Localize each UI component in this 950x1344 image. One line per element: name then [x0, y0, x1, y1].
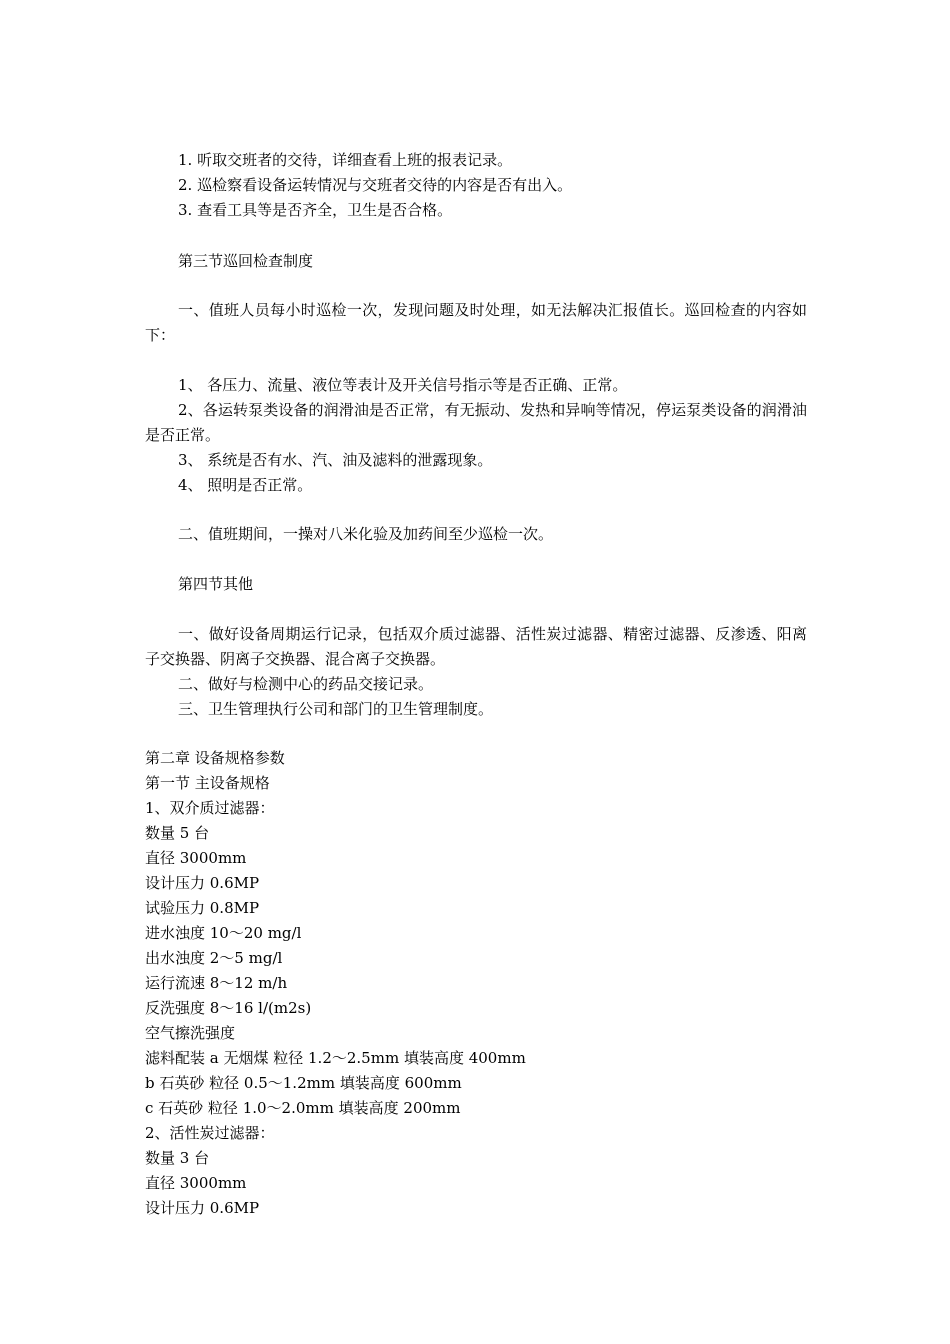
- section3-item-3: 3、 系统是否有水、汽、油及滤料的泄露现象。: [178, 451, 493, 469]
- spec-line: 直径 3000mm: [145, 849, 247, 867]
- section4-item-3: 三、卫生管理执行公司和部门的卫生管理制度。: [178, 700, 494, 718]
- spec-line: 试验压力 0.8MP: [145, 899, 260, 917]
- spec-line: 设计压力 0.6MP: [145, 874, 260, 892]
- spec-line: b 石英砂 粒径 0.5～1.2mm 填装高度 600mm: [145, 1074, 462, 1092]
- handover-step-2: 2. 巡检察看设备运转情况与交班者交待的内容是否有出入。: [178, 176, 573, 194]
- spec-line: 运行流速 8～12 m/h: [145, 974, 288, 992]
- handover-step-3: 3. 查看工具等是否齐全，卫生是否合格。: [178, 201, 453, 219]
- spec-line: 2、活性炭过滤器：: [145, 1124, 275, 1142]
- section3-intro: 一、值班人员每小时巡检一次，发现问题及时处理，如无法解决汇报值长。巡回检查的内容如下：: [145, 301, 807, 344]
- section3-item-2: 2、各运转泵类设备的润滑油是否正常，有无振动、发热和异响等情况，停运泵类设备的润滑油是否正常。: [145, 401, 807, 444]
- spec-line: 数量 5 台: [145, 824, 210, 842]
- handover-step-1: 1. 听取交班者的交待，详细查看上班的报表记录。: [178, 151, 513, 169]
- section4-item-1: 一、做好设备周期运行记录，包括双介质过滤器、活性炭过滤器、精密过滤器、反渗透、阳离子交换器、阴离子交换器、混合离子交换器。: [145, 625, 807, 668]
- section3-item-1: 1、 各压力、流量、液位等表计及开关信号指示等是否正确、正常。: [178, 376, 628, 394]
- section4-title: 第四节其他: [178, 575, 254, 593]
- spec-line: 数量 3 台: [145, 1149, 210, 1167]
- section3-item-4: 4、 照明是否正常。: [178, 476, 313, 494]
- spec-line: 空气擦洗强度: [145, 1024, 236, 1042]
- spec-line: 设计压力 0.6MP: [145, 1199, 260, 1217]
- spec-line: 反洗强度 8～16 l/(m2s): [145, 999, 312, 1017]
- spec-line: 1、双介质过滤器：: [145, 799, 275, 817]
- section3-title: 第三节巡回检查制度: [178, 252, 314, 270]
- chapter2-section1-title: 第一节 主设备规格: [145, 774, 270, 792]
- spec-line: 滤料配装 a 无烟煤 粒径 1.2～2.5mm 填装高度 400mm: [145, 1049, 526, 1067]
- spec-line: c 石英砂 粒径 1.0～2.0mm 填装高度 200mm: [145, 1099, 461, 1117]
- spec-line: 出水浊度 2～5 mg/l: [145, 949, 283, 967]
- spec-line: 直径 3000mm: [145, 1174, 247, 1192]
- spec-line: 进水浊度 10～20 mg/l: [145, 924, 302, 942]
- chapter2-title: 第二章 设备规格参数: [145, 749, 285, 767]
- section4-item-2: 二、做好与检测中心的药品交接记录。: [178, 675, 434, 693]
- section3-point-2: 二、值班期间，一操对八米化验及加药间至少巡检一次。: [178, 525, 554, 543]
